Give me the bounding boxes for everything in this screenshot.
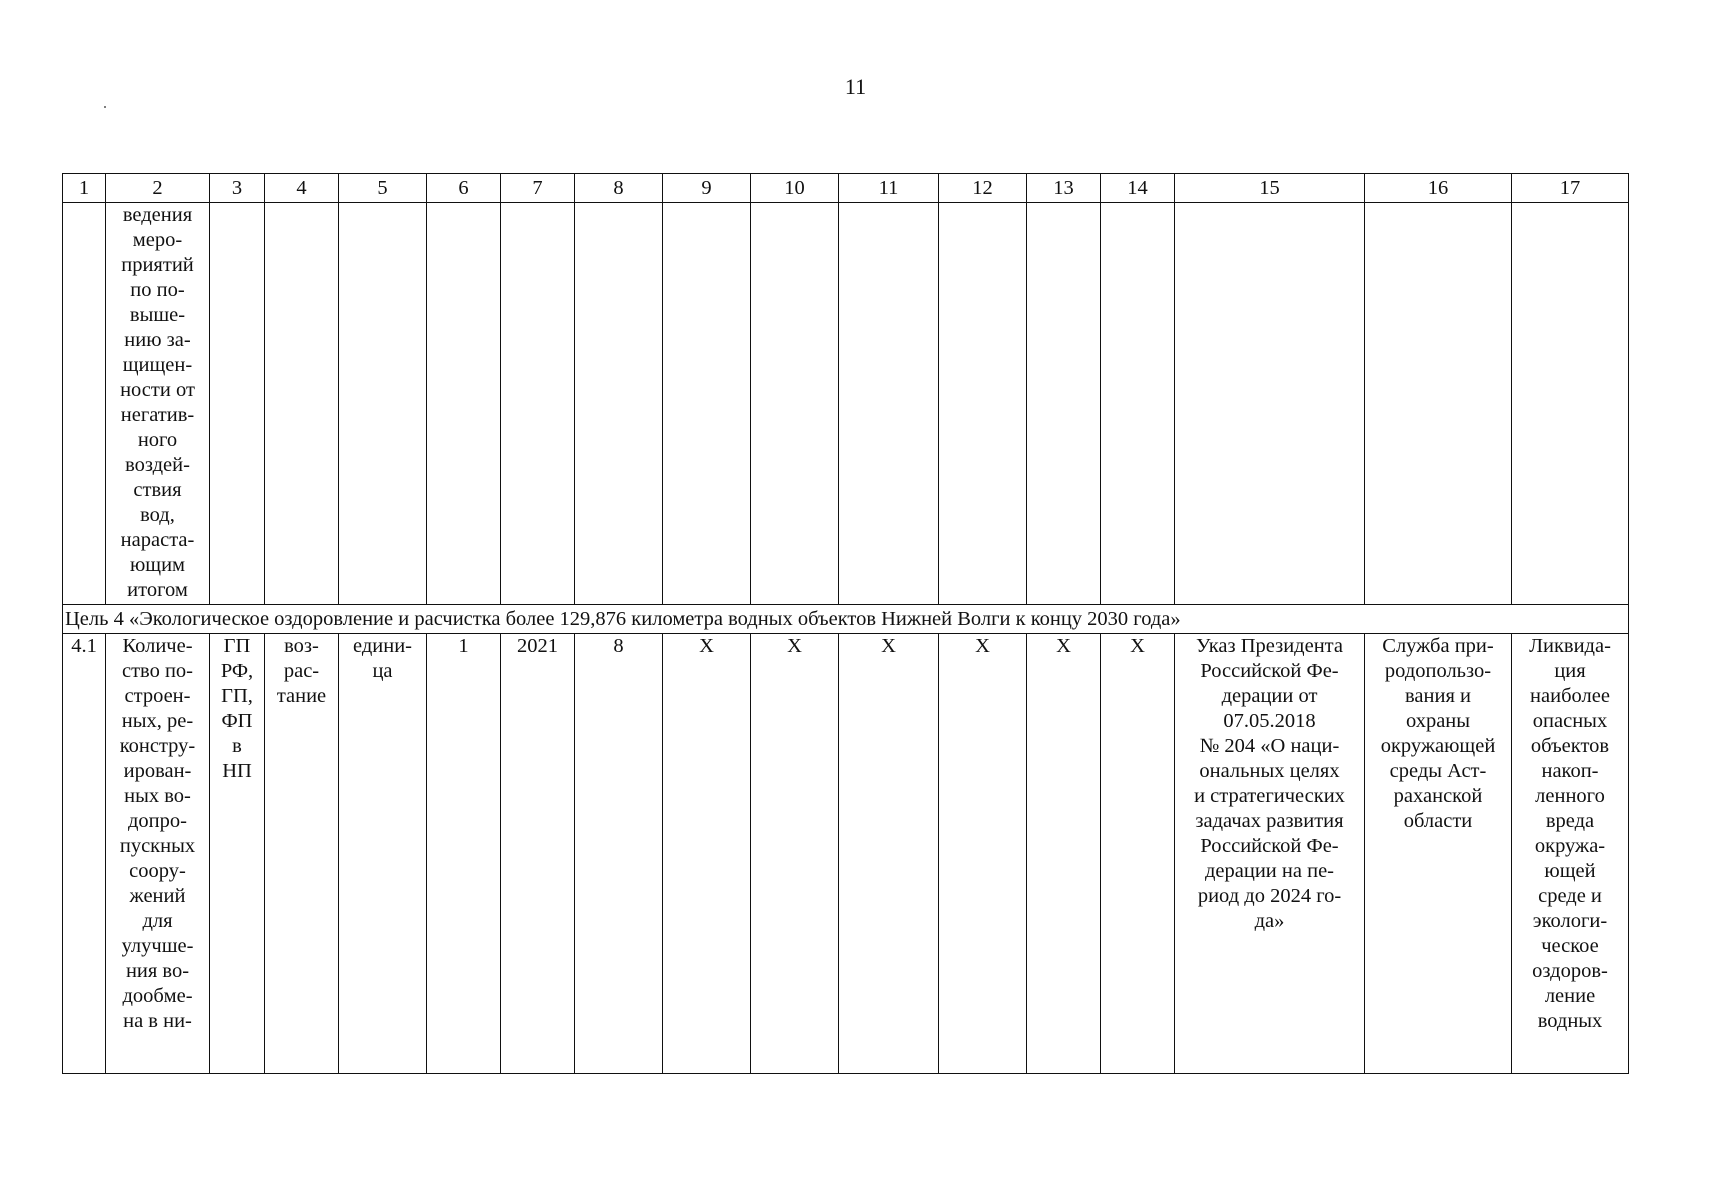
page-number: 11 [844, 74, 867, 99]
table-cell [63, 203, 106, 605]
base-year-cell: 2021 [501, 634, 575, 1074]
header-cell: 1 [63, 174, 106, 203]
trend-cell: воз- рас- тание [265, 634, 339, 1074]
table-cell [501, 203, 575, 605]
table-cell [939, 203, 1027, 605]
value-cell: Х [1027, 634, 1101, 1074]
program-cell: ГП РФ, ГП, ФП в НП [210, 634, 265, 1074]
header-cell: 2 [106, 174, 210, 203]
responsible-agency-cell: Служба при- родопользо- вания и охраны окружающей среды Аст- раханской области [1365, 634, 1512, 1074]
table-cell [751, 203, 839, 605]
table-cell [663, 203, 751, 605]
header-cell: 16 [1365, 174, 1512, 203]
table-cell [1175, 203, 1365, 605]
table-cell [1512, 203, 1629, 605]
value-cell: Х [939, 634, 1027, 1074]
value-cell: 8 [575, 634, 663, 1074]
header-cell: 5 [339, 174, 427, 203]
table-row-continuation [63, 203, 1629, 605]
indicator-table [62, 173, 1629, 1074]
header-row [63, 174, 1629, 203]
indicator-name-cell: Количе- ство по- строен- ных, ре- констру- ирован- ных во- допро- пускных соору- жений для улучше- ния во- дообме- на в ни- [106, 634, 210, 1074]
speck-mark [104, 106, 106, 108]
header-cell: 14 [1101, 174, 1175, 203]
header-cell: 8 [575, 174, 663, 203]
header-cell: 17 [1512, 174, 1629, 203]
header-cell: 6 [427, 174, 501, 203]
indicator-name-cell: ведения меро- приятий по по- выше- нию за- щищен- ности от негатив- ного воздей- ствия вод, нараста- ющим итогом [106, 203, 210, 605]
goal-heading: Цель 4 «Экологическое оздоровление и расчистка более 129,876 километра водных объектов Нижней Волги к концу 2030 года» [63, 605, 1629, 634]
header-cell: 15 [1175, 174, 1365, 203]
header-cell: 9 [663, 174, 751, 203]
table-cell [1027, 203, 1101, 605]
goal-row [63, 605, 1629, 634]
table-cell [265, 203, 339, 605]
table-cell [427, 203, 501, 605]
relation-cell: Ликвида- ция наиболее опасных объектов накоп- ленного вреда окружа- ющей среде и экологи- ческое оздоров- ление водных [1512, 634, 1629, 1074]
document-reference-cell: Указ Президента Российской Фе- дерации от 07.05.2018 № 204 «О наци- ональных целях и стратегических задачах развития Российской Фе- дерации на пе- риод до 2024 го- да» [1175, 634, 1365, 1074]
table-cell [575, 203, 663, 605]
base-value-cell: 1 [427, 634, 501, 1074]
table-cell [339, 203, 427, 605]
table-cell [1101, 203, 1175, 605]
header-cell: 11 [839, 174, 939, 203]
unit-cell: едини- ца [339, 634, 427, 1074]
header-cell: 13 [1027, 174, 1101, 203]
row-number-cell: 4.1 [63, 634, 106, 1074]
header-cell: 7 [501, 174, 575, 203]
value-cell: Х [839, 634, 939, 1074]
table-cell [839, 203, 939, 605]
header-cell: 12 [939, 174, 1027, 203]
header-cell: 4 [265, 174, 339, 203]
value-cell: Х [663, 634, 751, 1074]
table-cell [1365, 203, 1512, 605]
table-row-4-1 [63, 634, 1629, 1074]
header-cell: 3 [210, 174, 265, 203]
value-cell: Х [1101, 634, 1175, 1074]
table-cell [210, 203, 265, 605]
header-cell: 10 [751, 174, 839, 203]
value-cell: Х [751, 634, 839, 1074]
